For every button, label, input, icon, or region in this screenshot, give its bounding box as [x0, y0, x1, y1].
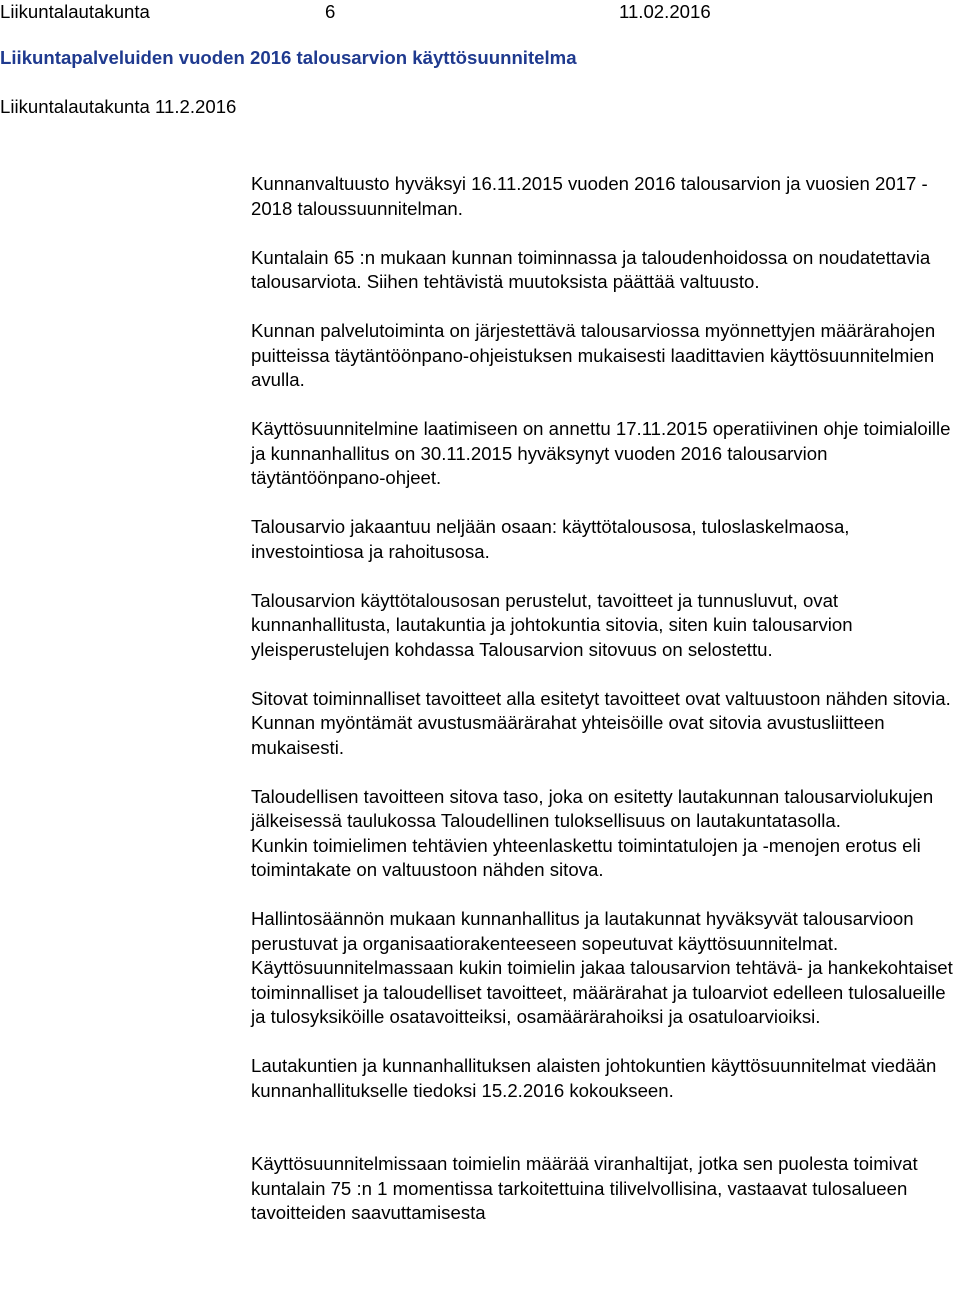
paragraph: Taloudellisen tavoitteen sitova taso, joka on esitetty lautakunnan talousarviolukujen jälkeisessä taulukossa Taloudellinen tuloksellisuus on lautakuntatasolla.	[251, 785, 934, 831]
header-organization: Liikuntalautakunta	[0, 1, 150, 22]
paragraph: Käyttösuunnitelmine laatimiseen on annettu 17.11.2015 operatiivinen ohje toimialoille ja kunnanhallitus on 30.11.2015 hyväksynyt vuoden 2016 talousarvion täytäntöönpano-ohjeet.	[251, 418, 951, 488]
document-body	[251, 172, 957, 1250]
paragraph: Talousarvion käyttötalousosan perustelut, tavoitteet ja tunnusluvut, ovat kunnanhallitusta, lautakuntia ja johtokuntia sitovia, siten kuin talousarvion yleisperustelujen kohdassa Talousarvion sitovuus on selostettu.	[251, 589, 853, 660]
header-page-number: 6	[325, 1, 336, 22]
document-title: Liikuntapalveluiden vuoden 2016 talousarvion käyttösuunnitelma	[0, 47, 577, 68]
paragraph: Kunkin toimielimen tehtävien yhteenlaskettu toimintatulojen ja -menojen erotus eli toimintakate on valtuustoon nähden sitova.	[251, 834, 921, 880]
paragraph: Kunnanvaltuusto hyväksyi 16.11.2015 vuoden 2016 talousarvion ja vuosien 2017 - 2018 taloussuunnitelman.	[251, 173, 928, 219]
paragraph: Käyttösuunnitelmissaan toimielin määrää viranhaltijat, jotka sen puolesta toimivat kuntalain 75 :n 1 momentissa tarkoitettuina tilivelvollisina, vastaavat tulosalueen tavoitteiden saavuttamisesta	[251, 1153, 918, 1223]
header-date: 11.02.2016	[619, 1, 711, 22]
paragraph: Hallintosäännön mukaan kunnanhallitus ja lautakunnat hyväksyvät talousarvioon perustuvat ja organisaatiorakenteeseen sopeutuvat käyttösuunnitelmat. Käyttösuunnitelmassaan kukin toimielin jakaa talousarvion tehtävä- ja hankekohtaiset toiminnalliset ja taloudelliset tavoitteet, määrärahat ja tuloarviot edelleen tulosalueille ja tulosyksiköille osatavoitteiksi, osamäärärahoiksi ja osatuloarvioiksi.	[251, 908, 953, 1027]
meeting-reference: Liikuntalautakunta 11.2.2016	[0, 96, 237, 117]
paragraph: Lautakuntien ja kunnanhallituksen alaisten johtokuntien käyttösuunnitelmat viedään kunnanhallitukselle tiedoksi 15.2.2016 kokoukseen.	[251, 1055, 937, 1101]
paragraph: Kunnan palvelutoiminta on järjestettävä talousarviossa myönnettyjen määrärahojen puitteissa täytäntöönpano-ohjeistuksen mukaisesti laadittavien käyttösuunnitelmien avulla.	[251, 320, 936, 390]
paragraph: Sitovat toiminnalliset tavoitteet alla esitetyt tavoitteet ovat valtuustoon nähden sitovia. Kunnan myöntämät avustusmäärärahat yhteisöille ovat sitovia avustusliitteen mukaisesti.	[251, 687, 951, 758]
paragraph: Kuntalain 65 :n mukaan kunnan toiminnassa ja taloudenhoidossa on noudatettavia talousarviota. Siihen tehtävistä muutoksista päättää valtuusto.	[251, 246, 931, 292]
paragraph: Talousarvio jakaantuu neljään osaan: käyttötalousosa, tuloslaskelmaosa, investointiosa ja rahoitusosa.	[251, 516, 850, 562]
